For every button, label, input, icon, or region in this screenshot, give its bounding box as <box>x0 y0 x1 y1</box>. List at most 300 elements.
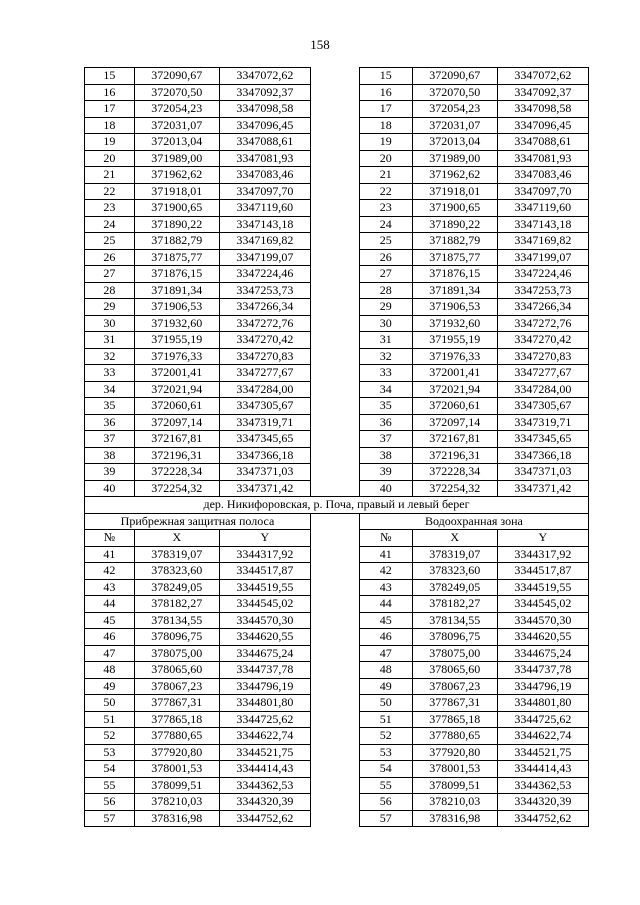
right-coord-x: 377920,80 <box>412 744 497 761</box>
table-row <box>85 365 589 382</box>
table-row <box>85 183 589 200</box>
table-row <box>85 744 589 761</box>
left-coord-x: 377880,65 <box>134 728 219 745</box>
column-gap <box>310 678 359 695</box>
column-gap <box>310 315 359 332</box>
left-coord-x: 378134,55 <box>134 612 219 629</box>
left-table-heading: Прибрежная защитная полоса <box>85 513 311 530</box>
left-coord-x: 378319,07 <box>134 546 219 563</box>
left-point-number: 35 <box>85 398 135 415</box>
left-point-number: 21 <box>85 167 135 184</box>
column-gap <box>310 266 359 283</box>
column-gap <box>310 299 359 316</box>
right-point-number: 31 <box>359 332 412 349</box>
left-coord-y: 3344725,62 <box>219 711 310 728</box>
right-point-number: 47 <box>359 645 412 662</box>
table-row <box>85 761 589 778</box>
table-row <box>85 299 589 316</box>
right-coord-x: 378001,53 <box>412 761 497 778</box>
right-coord-x: 371976,33 <box>412 348 497 365</box>
table-row <box>85 68 589 85</box>
left-coord-y: 3344517,87 <box>219 563 310 580</box>
right-coord-x: 371900,65 <box>412 200 497 217</box>
table-row <box>85 546 589 563</box>
right-coord-y: 3347088,61 <box>497 134 588 151</box>
right-coord-y: 3344796,19 <box>497 678 588 695</box>
right-coord-y: 3347284,00 <box>497 381 588 398</box>
right-point-number: 24 <box>359 216 412 233</box>
left-coord-x: 371882,79 <box>134 233 219 250</box>
table-row <box>85 332 589 349</box>
right-coord-y: 3347199,07 <box>497 249 588 266</box>
right-point-number: 20 <box>359 150 412 167</box>
right-coord-y: 3347169,82 <box>497 233 588 250</box>
left-coord-y: 3347270,42 <box>219 332 310 349</box>
column-gap <box>310 579 359 596</box>
left-col-x: X <box>134 530 219 547</box>
left-coord-y: 3344317,92 <box>219 546 310 563</box>
right-coord-y: 3347319,71 <box>497 414 588 431</box>
left-coord-y: 3347284,00 <box>219 381 310 398</box>
right-coord-x: 378316,98 <box>412 810 497 827</box>
right-coord-x: 372001,41 <box>412 365 497 382</box>
table-row <box>85 447 589 464</box>
left-point-number: 54 <box>85 761 135 778</box>
left-coord-y: 3344320,39 <box>219 794 310 811</box>
left-coord-y: 3344362,53 <box>219 777 310 794</box>
left-coord-y: 3347169,82 <box>219 233 310 250</box>
table-row <box>85 200 589 217</box>
right-coord-y: 3347083,46 <box>497 167 588 184</box>
left-coord-y: 3344675,24 <box>219 645 310 662</box>
right-coord-x: 371875,77 <box>412 249 497 266</box>
left-coord-x: 371891,34 <box>134 282 219 299</box>
left-coord-x: 378065,60 <box>134 662 219 679</box>
right-point-number: 40 <box>359 480 412 497</box>
left-point-number: 34 <box>85 381 135 398</box>
left-coord-x: 372254,32 <box>134 480 219 497</box>
left-coord-y: 3344570,30 <box>219 612 310 629</box>
left-point-number: 31 <box>85 332 135 349</box>
right-coord-y: 3344521,75 <box>497 744 588 761</box>
left-point-number: 28 <box>85 282 135 299</box>
left-coord-x: 371906,53 <box>134 299 219 316</box>
table-row <box>85 662 589 679</box>
left-coord-y: 3347119,60 <box>219 200 310 217</box>
column-gap <box>310 728 359 745</box>
left-point-number: 36 <box>85 414 135 431</box>
right-point-number: 29 <box>359 299 412 316</box>
left-coord-y: 3347277,67 <box>219 365 310 382</box>
right-point-number: 16 <box>359 84 412 101</box>
section-header <box>85 497 589 547</box>
right-coord-x: 372021,94 <box>412 381 497 398</box>
column-gap <box>310 810 359 827</box>
right-coord-y: 3344519,55 <box>497 579 588 596</box>
right-coord-x: 371932,60 <box>412 315 497 332</box>
right-point-number: 49 <box>359 678 412 695</box>
section-title: дер. Никифоровская, р. Поча, правый и левый берег <box>85 497 589 514</box>
left-point-number: 38 <box>85 447 135 464</box>
right-coord-y: 3344737,78 <box>497 662 588 679</box>
column-gap <box>310 134 359 151</box>
right-coord-y: 3344801,80 <box>497 695 588 712</box>
right-point-number: 45 <box>359 612 412 629</box>
column-gap <box>310 777 359 794</box>
column-gap <box>310 233 359 250</box>
table-row <box>85 563 589 580</box>
upper-rows <box>85 68 589 497</box>
left-point-number: 47 <box>85 645 135 662</box>
left-point-number: 41 <box>85 546 135 563</box>
right-point-number: 41 <box>359 546 412 563</box>
column-gap <box>310 200 359 217</box>
column-gap <box>310 150 359 167</box>
left-point-number: 42 <box>85 563 135 580</box>
column-gap <box>310 711 359 728</box>
column-gap <box>310 761 359 778</box>
left-coord-x: 372167,81 <box>134 431 219 448</box>
left-coord-y: 3344801,80 <box>219 695 310 712</box>
right-coord-y: 3344517,87 <box>497 563 588 580</box>
right-point-number: 22 <box>359 183 412 200</box>
column-gap <box>310 513 359 530</box>
left-point-number: 19 <box>85 134 135 151</box>
left-coord-x: 371876,15 <box>134 266 219 283</box>
right-point-number: 38 <box>359 447 412 464</box>
left-coord-y: 3344521,75 <box>219 744 310 761</box>
left-coord-x: 371900,65 <box>134 200 219 217</box>
right-point-number: 52 <box>359 728 412 745</box>
left-point-number: 29 <box>85 299 135 316</box>
right-coord-y: 3344620,55 <box>497 629 588 646</box>
left-point-number: 43 <box>85 579 135 596</box>
column-gap <box>310 381 359 398</box>
column-gap <box>310 744 359 761</box>
left-coord-x: 378182,27 <box>134 596 219 613</box>
left-point-number: 25 <box>85 233 135 250</box>
right-coord-x: 371918,01 <box>412 183 497 200</box>
left-coord-y: 3347097,70 <box>219 183 310 200</box>
right-coord-x: 372013,04 <box>412 134 497 151</box>
left-point-number: 37 <box>85 431 135 448</box>
left-point-number: 33 <box>85 365 135 382</box>
right-point-number: 21 <box>359 167 412 184</box>
table-row <box>85 678 589 695</box>
right-table-heading: Водоохранная зона <box>359 513 588 530</box>
left-point-number: 51 <box>85 711 135 728</box>
table-row <box>85 216 589 233</box>
left-coord-x: 371875,77 <box>134 249 219 266</box>
right-coord-x: 378134,55 <box>412 612 497 629</box>
right-point-number: 33 <box>359 365 412 382</box>
column-gap <box>310 117 359 134</box>
right-coord-y: 3344320,39 <box>497 794 588 811</box>
left-coord-x: 371932,60 <box>134 315 219 332</box>
right-point-number: 28 <box>359 282 412 299</box>
left-coord-x: 378323,60 <box>134 563 219 580</box>
table-row <box>85 695 589 712</box>
right-point-number: 43 <box>359 579 412 596</box>
left-point-number: 16 <box>85 84 135 101</box>
left-coord-y: 3347272,76 <box>219 315 310 332</box>
left-coord-y: 3347199,07 <box>219 249 310 266</box>
column-gap <box>310 216 359 233</box>
left-coord-x: 377865,18 <box>134 711 219 728</box>
right-coord-x: 371882,79 <box>412 233 497 250</box>
left-coord-x: 372001,41 <box>134 365 219 382</box>
right-coord-y: 3344362,53 <box>497 777 588 794</box>
column-gap <box>310 464 359 481</box>
left-point-number: 24 <box>85 216 135 233</box>
table-row <box>85 150 589 167</box>
left-coord-x: 378210,03 <box>134 794 219 811</box>
left-col-y: Y <box>219 530 310 547</box>
right-coord-y: 3347253,73 <box>497 282 588 299</box>
left-point-number: 45 <box>85 612 135 629</box>
right-coord-x: 378210,03 <box>412 794 497 811</box>
right-coord-y: 3344545,02 <box>497 596 588 613</box>
right-coord-y: 3347143,18 <box>497 216 588 233</box>
left-point-number: 56 <box>85 794 135 811</box>
column-gap <box>310 101 359 118</box>
right-coord-x: 371891,34 <box>412 282 497 299</box>
table-row <box>85 629 589 646</box>
right-coord-x: 378319,07 <box>412 546 497 563</box>
left-point-number: 23 <box>85 200 135 217</box>
left-coord-x: 371976,33 <box>134 348 219 365</box>
right-coord-y: 3347266,34 <box>497 299 588 316</box>
column-gap <box>310 794 359 811</box>
left-coord-x: 378001,53 <box>134 761 219 778</box>
left-coord-x: 378316,98 <box>134 810 219 827</box>
right-coord-x: 378067,23 <box>412 678 497 695</box>
right-coord-x: 372254,32 <box>412 480 497 497</box>
left-coord-x: 378249,05 <box>134 579 219 596</box>
table-row <box>85 348 589 365</box>
column-gap <box>310 447 359 464</box>
right-point-number: 57 <box>359 810 412 827</box>
left-point-number: 22 <box>85 183 135 200</box>
left-point-number: 18 <box>85 117 135 134</box>
left-point-number: 53 <box>85 744 135 761</box>
right-point-number: 17 <box>359 101 412 118</box>
left-point-number: 17 <box>85 101 135 118</box>
column-gap <box>310 398 359 415</box>
right-coord-x: 377867,31 <box>412 695 497 712</box>
right-point-number: 36 <box>359 414 412 431</box>
right-coord-x: 371906,53 <box>412 299 497 316</box>
right-coord-x: 372097,14 <box>412 414 497 431</box>
left-coord-y: 3347366,18 <box>219 447 310 464</box>
right-coord-x: 371890,22 <box>412 216 497 233</box>
left-coord-y: 3344622,74 <box>219 728 310 745</box>
right-point-number: 25 <box>359 233 412 250</box>
table-row <box>85 84 589 101</box>
right-coord-x: 378096,75 <box>412 629 497 646</box>
left-coord-y: 3347096,45 <box>219 117 310 134</box>
left-coord-x: 377867,31 <box>134 695 219 712</box>
right-coord-x: 372196,31 <box>412 447 497 464</box>
right-coord-x: 378065,60 <box>412 662 497 679</box>
right-coord-x: 378182,27 <box>412 596 497 613</box>
left-coord-y: 3347092,37 <box>219 84 310 101</box>
table-row <box>85 794 589 811</box>
right-coord-y: 3347366,18 <box>497 447 588 464</box>
right-coord-y: 3347096,45 <box>497 117 588 134</box>
right-coord-y: 3347224,46 <box>497 266 588 283</box>
column-gap <box>310 695 359 712</box>
table-row <box>85 810 589 827</box>
column-gap <box>310 365 359 382</box>
right-point-number: 37 <box>359 431 412 448</box>
right-point-number: 48 <box>359 662 412 679</box>
left-coord-y: 3347081,93 <box>219 150 310 167</box>
table-row <box>85 414 589 431</box>
right-coord-y: 3347272,76 <box>497 315 588 332</box>
left-point-number: 50 <box>85 695 135 712</box>
left-coord-y: 3347083,46 <box>219 167 310 184</box>
column-gap <box>310 332 359 349</box>
column-gap <box>310 662 359 679</box>
table-row <box>85 777 589 794</box>
column-gap <box>310 348 359 365</box>
table-row <box>85 464 589 481</box>
column-gap <box>310 431 359 448</box>
right-coord-y: 3347277,67 <box>497 365 588 382</box>
right-point-number: 53 <box>359 744 412 761</box>
right-coord-y: 3347097,70 <box>497 183 588 200</box>
left-point-number: 20 <box>85 150 135 167</box>
right-point-number: 51 <box>359 711 412 728</box>
right-coord-x: 372070,50 <box>412 84 497 101</box>
right-coord-y: 3344317,92 <box>497 546 588 563</box>
left-point-number: 49 <box>85 678 135 695</box>
left-coord-x: 372070,50 <box>134 84 219 101</box>
left-coord-x: 378096,75 <box>134 629 219 646</box>
left-coord-y: 3347224,46 <box>219 266 310 283</box>
lower-rows <box>85 546 589 827</box>
left-point-number: 32 <box>85 348 135 365</box>
left-point-number: 55 <box>85 777 135 794</box>
right-coord-y: 3347098,58 <box>497 101 588 118</box>
right-coord-y: 3347270,42 <box>497 332 588 349</box>
right-point-number: 55 <box>359 777 412 794</box>
right-point-number: 32 <box>359 348 412 365</box>
right-coord-y: 3344414,43 <box>497 761 588 778</box>
right-coord-x: 371876,15 <box>412 266 497 283</box>
right-coord-x: 378099,51 <box>412 777 497 794</box>
right-point-number: 27 <box>359 266 412 283</box>
column-gap <box>310 249 359 266</box>
column-gap <box>310 68 359 85</box>
left-coord-x: 372097,14 <box>134 414 219 431</box>
table-row <box>85 596 589 613</box>
right-coord-y: 3344752,62 <box>497 810 588 827</box>
left-point-number: 39 <box>85 464 135 481</box>
left-coord-y: 3347143,18 <box>219 216 310 233</box>
left-coord-y: 3347345,65 <box>219 431 310 448</box>
left-coord-x: 372060,61 <box>134 398 219 415</box>
left-coord-y: 3344620,55 <box>219 629 310 646</box>
right-point-number: 26 <box>359 249 412 266</box>
right-coord-x: 372228,34 <box>412 464 497 481</box>
column-gap <box>310 546 359 563</box>
table-row <box>85 315 589 332</box>
left-coord-x: 371962,62 <box>134 167 219 184</box>
left-point-number: 52 <box>85 728 135 745</box>
right-coord-y: 3344622,74 <box>497 728 588 745</box>
right-coord-x: 371962,62 <box>412 167 497 184</box>
right-point-number: 39 <box>359 464 412 481</box>
left-point-number: 48 <box>85 662 135 679</box>
right-coord-x: 378075,00 <box>412 645 497 662</box>
table-row <box>85 711 589 728</box>
right-coord-x: 372060,61 <box>412 398 497 415</box>
table-row <box>85 249 589 266</box>
right-coord-y: 3347119,60 <box>497 200 588 217</box>
table-row <box>85 612 589 629</box>
column-gap <box>310 530 359 547</box>
right-point-number: 15 <box>359 68 412 85</box>
left-coord-x: 378075,00 <box>134 645 219 662</box>
right-point-number: 23 <box>359 200 412 217</box>
left-coord-x: 371918,01 <box>134 183 219 200</box>
left-coord-y: 3347072,62 <box>219 68 310 85</box>
right-col-y: Y <box>497 530 588 547</box>
right-point-number: 50 <box>359 695 412 712</box>
right-coord-y: 3347371,03 <box>497 464 588 481</box>
right-point-number: 42 <box>359 563 412 580</box>
left-coord-x: 371989,00 <box>134 150 219 167</box>
right-coord-x: 372031,07 <box>412 117 497 134</box>
column-gap <box>310 645 359 662</box>
left-coord-x: 372196,31 <box>134 447 219 464</box>
left-coord-x: 372228,34 <box>134 464 219 481</box>
right-point-number: 19 <box>359 134 412 151</box>
left-coord-y: 3344752,62 <box>219 810 310 827</box>
table-row <box>85 167 589 184</box>
right-col-no: № <box>359 530 412 547</box>
table-row <box>85 134 589 151</box>
left-coord-x: 378067,23 <box>134 678 219 695</box>
table-row <box>85 579 589 596</box>
left-coord-x: 372090,67 <box>134 68 219 85</box>
right-coord-y: 3347305,67 <box>497 398 588 415</box>
right-point-number: 34 <box>359 381 412 398</box>
right-point-number: 54 <box>359 761 412 778</box>
column-gap <box>310 282 359 299</box>
right-coord-x: 372167,81 <box>412 431 497 448</box>
left-point-number: 46 <box>85 629 135 646</box>
left-coord-x: 372021,94 <box>134 381 219 398</box>
right-point-number: 30 <box>359 315 412 332</box>
right-coord-x: 372054,23 <box>412 101 497 118</box>
left-coord-y: 3347305,67 <box>219 398 310 415</box>
left-coord-x: 372013,04 <box>134 134 219 151</box>
right-coord-x: 371989,00 <box>412 150 497 167</box>
column-gap <box>310 183 359 200</box>
right-coord-y: 3347270,83 <box>497 348 588 365</box>
left-coord-y: 3347266,34 <box>219 299 310 316</box>
table-row <box>85 480 589 497</box>
column-gap <box>310 167 359 184</box>
table-row <box>85 645 589 662</box>
table-row <box>85 398 589 415</box>
table-row <box>85 381 589 398</box>
left-coord-y: 3347270,83 <box>219 348 310 365</box>
right-coord-x: 377865,18 <box>412 711 497 728</box>
